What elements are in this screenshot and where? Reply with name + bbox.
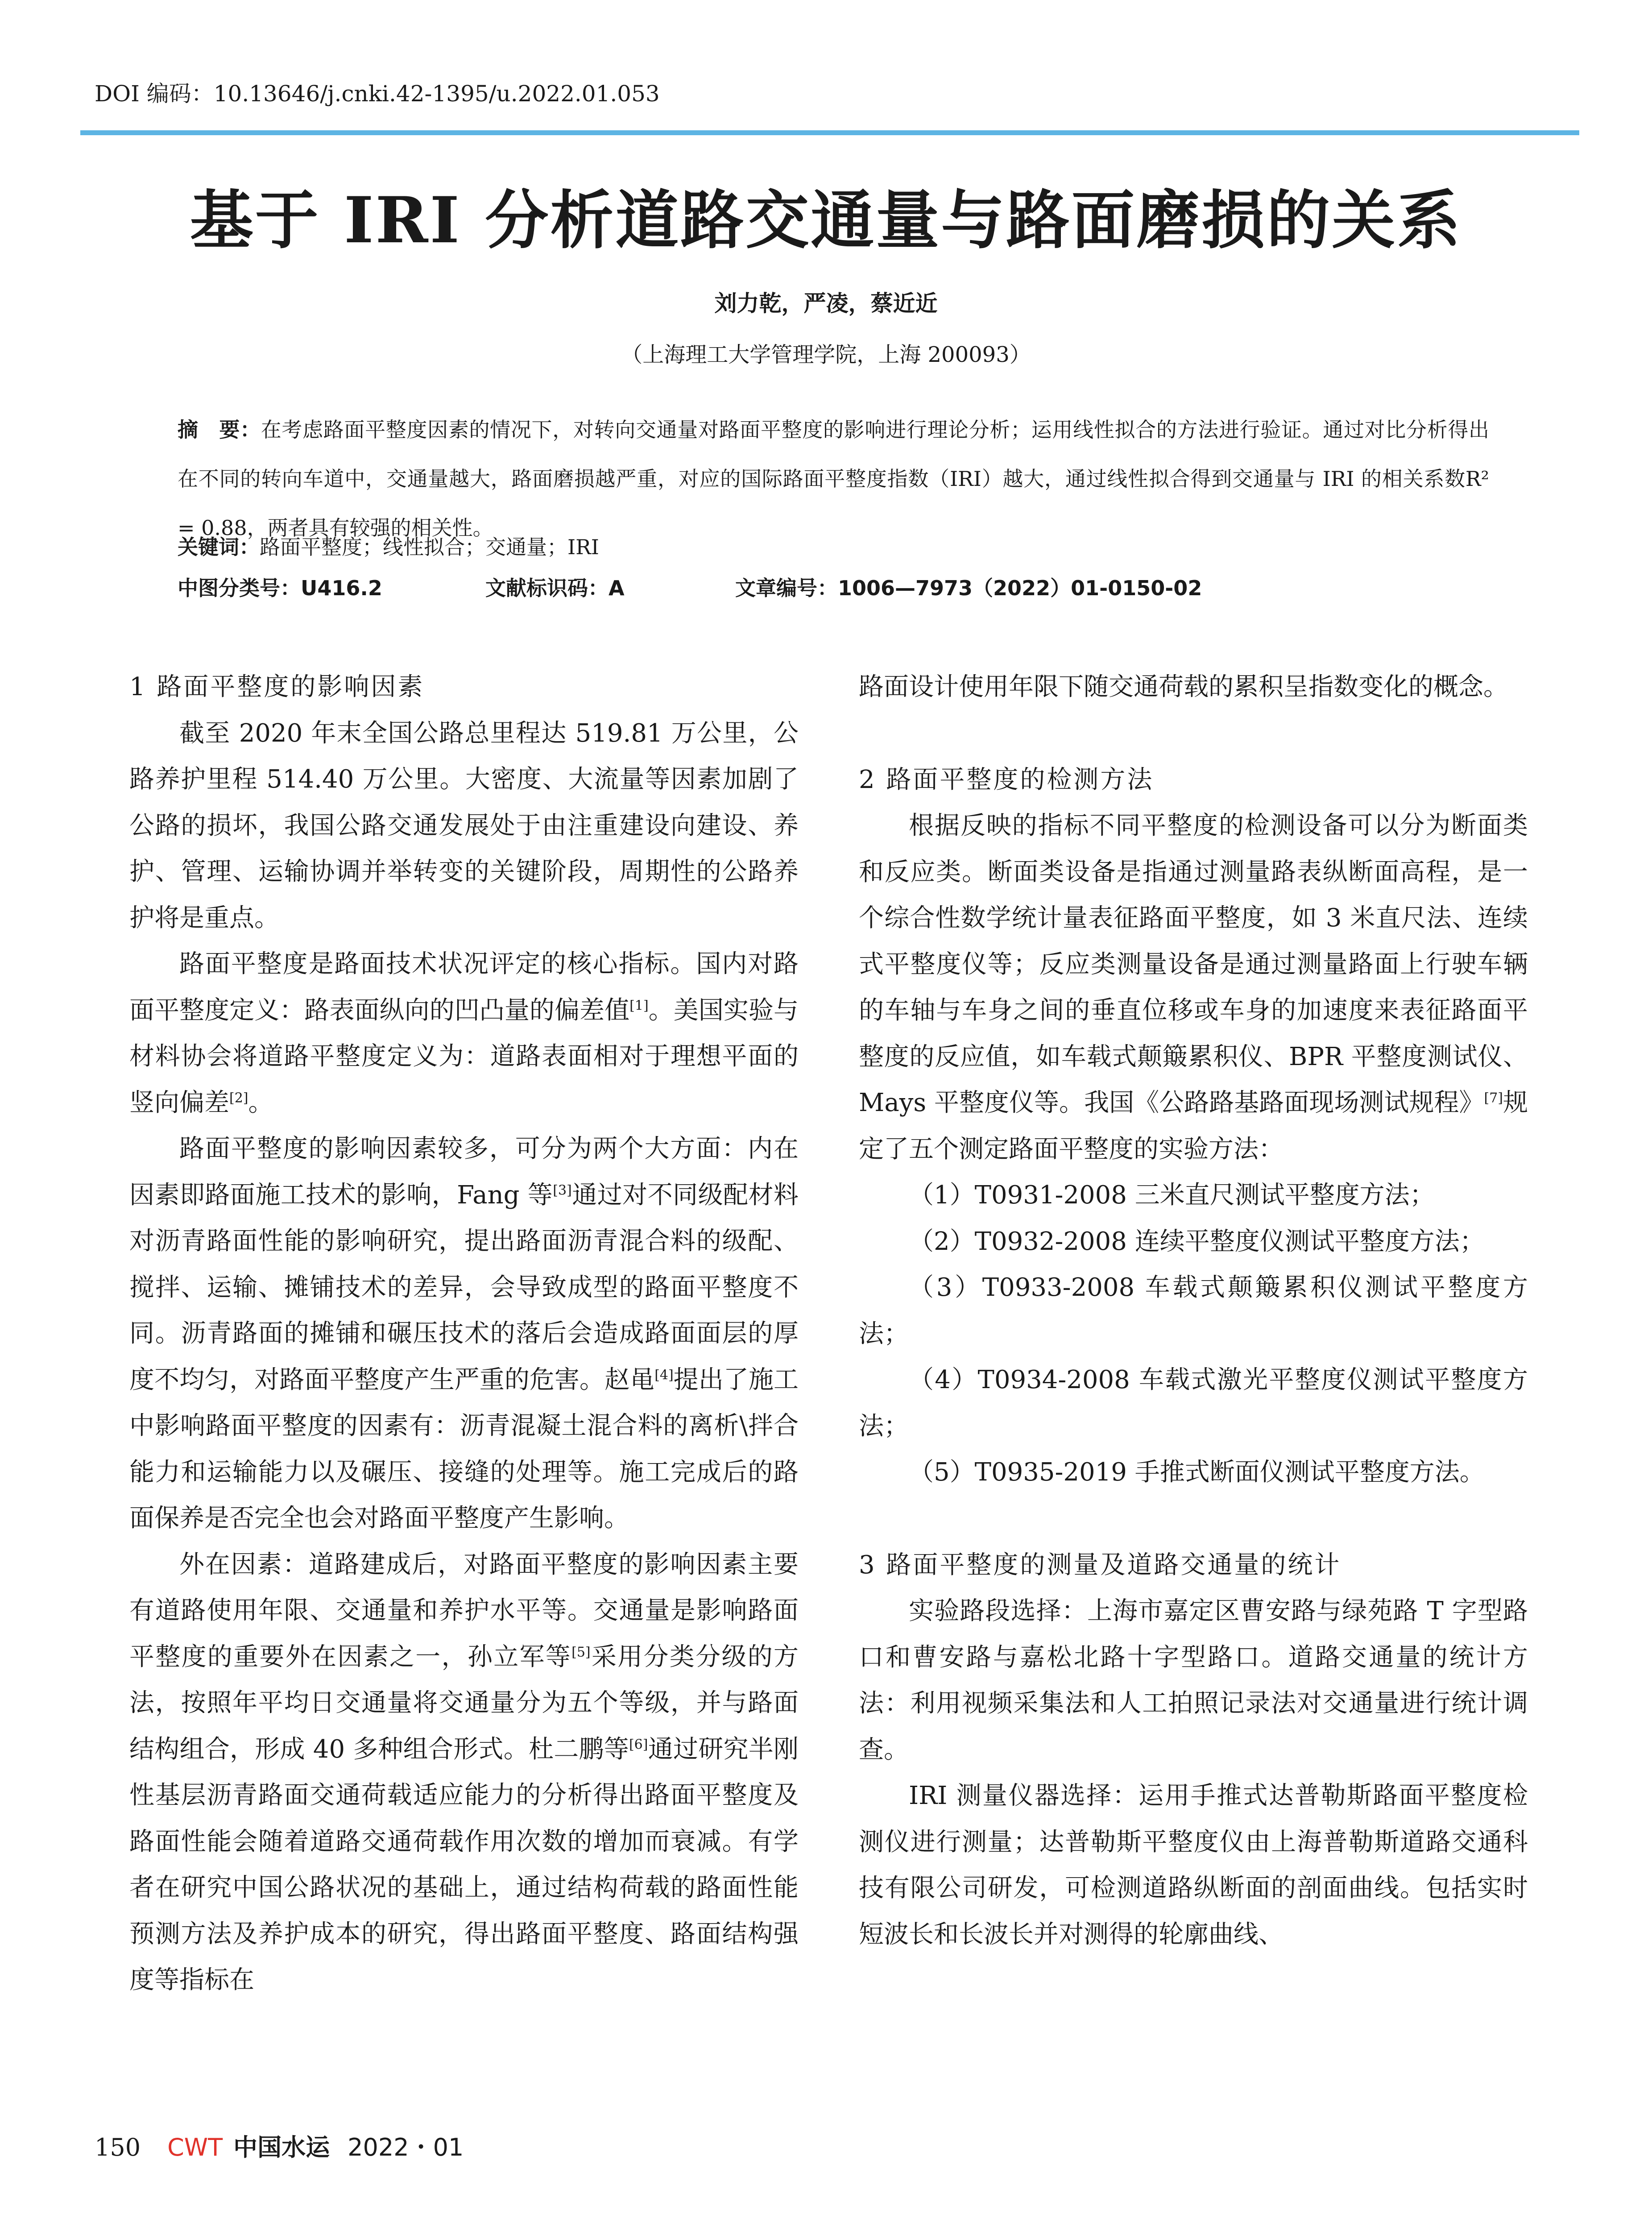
paragraph: 实验路段选择：上海市嘉定区曹安路与绿苑路 T 字型路口和曹安路与嘉松北路十字型路口。道路交通量的统计方法：利用视频采集法和人工拍照记录法对交通量进行统计调查。 [859,1597,1528,1764]
left-column [129,664,799,2003]
section-heading-1: 1 路面平整度的影响因素 [129,672,425,701]
paragraph: 路面平整度是路面技术状况评定的核心指标。国内对路面平整度定义：路表面纵向的凹凸量的偏差值[1]。美国实验与材料协会将道路平整度定义为：道路表面相对于理想平面的竖向偏差[2]。 [129,950,799,1117]
brand-logo: CWT [167,2133,223,2161]
issue-label: 2022・01 [348,2133,464,2161]
paragraph: 根据反映的指标不同平整度的检测设备可以分为断面类和反应类。断面类设备是指通过测量路表纵断面高程，是一个综合性数学统计量表征路面平整度，如 3 米直尺法、连续式平整度仪等；反应类测量设备是通过测量路面上行驶车辆的车轴与车身之间的垂直位移或车身的加速度来表征路面平整度的反应值，如车载式颠簸累积仪、BPR 平整度测试仪、Mays 平整度仪等。我国《公路路基路面现场测试规程》[7]规定了五个测定路面平整度的实验方法： [859,811,1528,1164]
citation-ref[interactable]: [6] [629,1736,648,1752]
method-item: （5）T0935-2019 手推式断面仪测试平整度方法。 [909,1458,1485,1487]
abstract [178,405,1489,552]
method-item: （4）T0934-2008 车载式激光平整度仪测试平整度方法； [859,1365,1528,1441]
abstract-label: 摘 要： [178,418,261,442]
citation-ref[interactable]: [3] [553,1182,572,1198]
page-number: 150 [95,2133,141,2161]
paragraph: 截至 2020 年末全国公路总里程达 519.81 万公里，公路养护里程 514.40 万公里。大密度、大流量等因素加剧了公路的损坏，我国公路交通发展处于由注重建设向建设、养护、管理、运输协调并举转变的关键阶段，周期性的公路养护将是重点。 [129,718,799,933]
section-heading-2: 2 路面平整度的检测方法 [859,765,1154,794]
method-item: （3）T0933-2008 车载式颠簸累积仪测试平整度方法； [859,1273,1528,1348]
method-item: （1）T0931-2008 三米直尺测试平整度方法； [909,1181,1435,1210]
page-footer [95,2128,464,2163]
keywords [178,531,1489,560]
paragraph: 外在因素：道路建成后，对路面平整度的影响因素主要有道路使用年限、交通量和养护水平等。交通量是影响路面平整度的重要外在因素之一，孙立军等[5]采用分类分级的方法，按照年平均日交通量将交通量分为五个等级，并与路面结构组合，形成 40 多种组合形式。杜二鹏等[6]通过研究半刚性基层沥青路面交通荷载适应能力的分析得出路面平整度及路面性能会随着道路交通荷载作用次数的增加而衰减。有学者在研究中国公路状况的基础上，通过结构荷载的路面性能预测方法及养护成本的研究，得出路面平整度、路面结构强度等指标在 [129,1550,799,1995]
affiliation: （上海理工大学管理学院，上海 200093） [621,342,1031,367]
paragraph: 路面平整度的影响因素较多，可分为两个大方面：内在因素即路面施工技术的影响，Fang 等[3]通过对不同级配材料对沥青路面性能的影响研究，提出路面沥青混合料的级配、搅拌、运输、摊铺技术的差异，会导致成型的路面平整度不同。沥青路面的摊铺和碾压技术的落后会造成路面面层的厚度不均匀，对路面平整度产生严重的危害。赵黾[4]提出了施工中影响路面平整度的因素有：沥青混凝土混合料的离析\拌合能力和运输能力以及碾压、接缝的处理等。施工完成后的路面保养是否完全也会对路面平整度产生影响。 [129,1134,799,1533]
journal-name: 中国水运 [233,2133,330,2161]
paragraph: IRI 测量仪器选择：运用手推式达普勒斯路面平整度检测仪进行测量；达普勒斯平整度仪由上海普勒斯道路交通科技有限公司研发，可检测道路纵断面的剖面曲线。包括实时短波长和长波长并对测得的轮廓曲线、 [859,1781,1528,1949]
right-column [859,664,1528,1957]
document-code: 文献标识码：A [485,576,625,600]
citation-ref[interactable]: [1] [629,997,649,1013]
citation-ref[interactable]: [4] [654,1367,674,1383]
paper-title: 基于 IRI 分析道路交通量与路面磨损的关系 [190,183,1462,257]
citation-ref[interactable]: [2] [229,1090,248,1106]
abstract-text: 在考虑路面平整度因素的情况下，对转向交通量对路面平整度的影响进行理论分析；运用线性拟合的方法进行验证。通过对比分析得出在不同的转向车道中，交通量越大，路面磨损越严重，对应的国际路面平整度指数（IRI）越大，通过线性拟合得到交通量与 IRI 的相关系数R² = 0.88，两者具有较强的相关性。 [178,418,1490,540]
article-number: 文章编号：1006—7973（2022）01-0150-02 [735,576,1202,600]
keywords-label: 关键词： [178,535,260,559]
method-item: （2）T0932-2008 连续平整度仪测试平整度方法； [909,1227,1485,1256]
section-heading-3: 3 路面平整度的测量及道路交通量的统计 [859,1550,1341,1580]
citation-ref[interactable]: [5] [571,1644,591,1660]
keywords-text: 路面平整度；线性拟合；交通量；IRI [260,535,599,559]
doi-line: DOI 编码：10.13646/j.cnki.42-1395/u.2022.01.053 [95,81,660,107]
paragraph-continuation: 路面设计使用年限下随交通荷载的累积呈指数变化的概念。 [859,672,1508,701]
citation-ref[interactable]: [7] [1484,1090,1503,1106]
clc-number: 中图分类号：U416.2 [178,576,382,600]
authors: 刘力乾，严凌，蔡近近 [714,290,938,316]
header-rule [80,130,1579,135]
